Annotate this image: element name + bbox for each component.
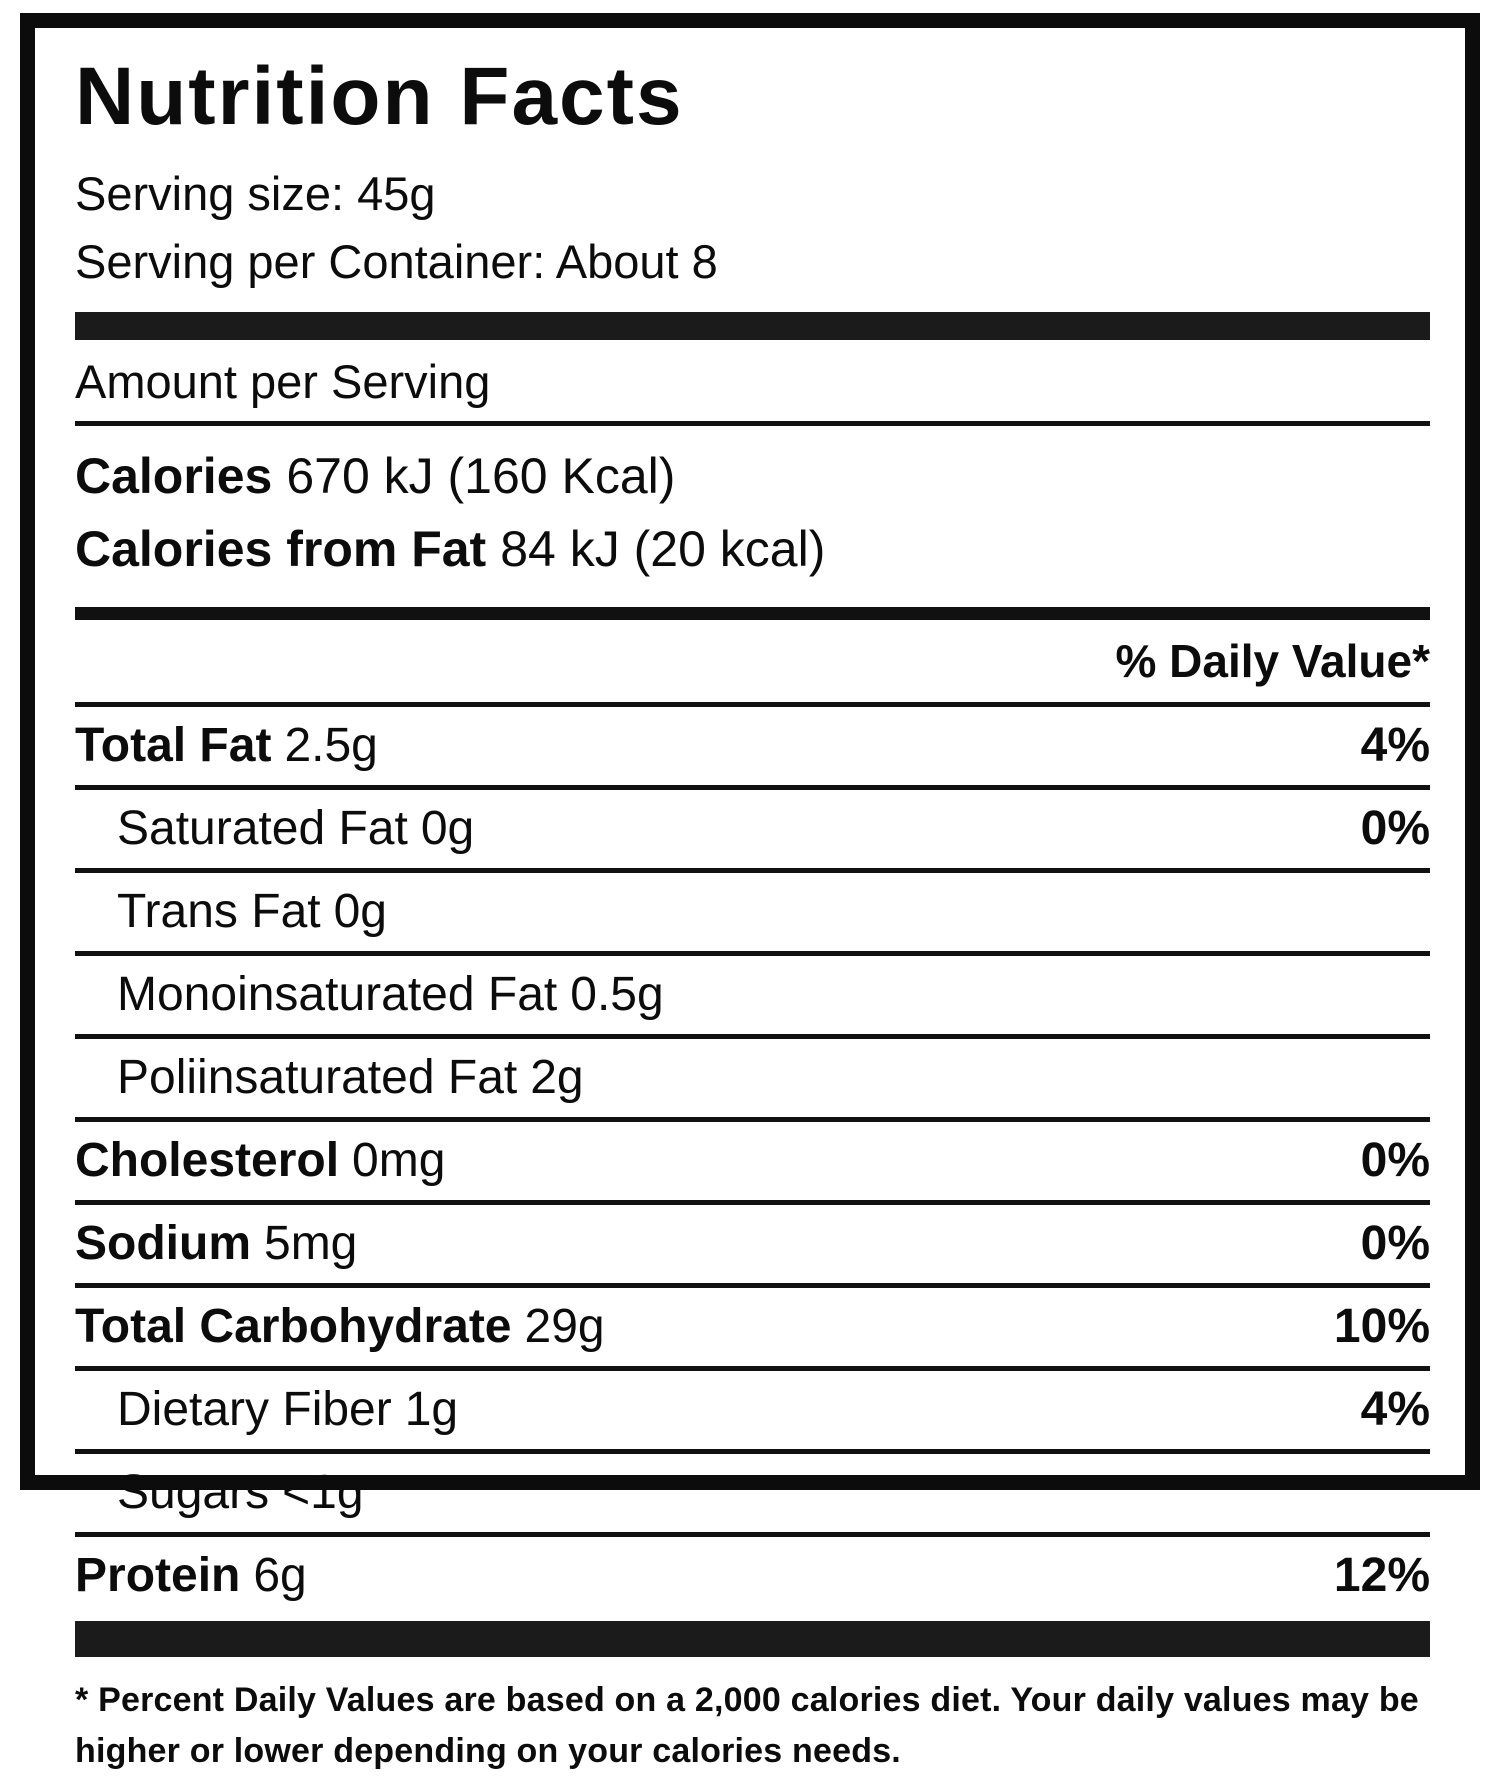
label-title: Nutrition Facts bbox=[75, 51, 684, 142]
calories-label: Calories bbox=[75, 448, 273, 505]
nutrient-amount: 0g bbox=[333, 885, 387, 939]
nutrient-daily-value: 10% bbox=[1333, 1300, 1430, 1354]
calories-section bbox=[75, 426, 1430, 603]
nutrient-name-and-amount bbox=[117, 1050, 584, 1105]
nutrient-label: Dietary Fiber bbox=[117, 1383, 392, 1437]
nutrient-name-and-amount bbox=[117, 884, 387, 939]
servings-per-container: Serving per Container: About 8 bbox=[75, 235, 718, 289]
nutrient-amount: 0.5g bbox=[570, 968, 664, 1022]
nutrient-daily-value: 4% bbox=[1360, 719, 1430, 773]
daily-value-header: % Daily Value* bbox=[75, 620, 1430, 707]
calories-line bbox=[75, 440, 1430, 513]
nutrient-name-and-amount bbox=[75, 1133, 445, 1188]
nutrient-name-and-amount bbox=[117, 1382, 458, 1437]
nutrient-label: Protein bbox=[75, 1549, 241, 1603]
calories-from-fat-label: Calories from Fat bbox=[75, 520, 487, 577]
nutrient-row bbox=[75, 1288, 1430, 1371]
nutrient-amount: 0g bbox=[420, 802, 475, 856]
nutrient-label: Total Carbohydrate bbox=[75, 1300, 512, 1354]
nutrient-name-and-amount bbox=[75, 1548, 307, 1603]
separator-bar-mid bbox=[75, 607, 1430, 620]
separator-bar-bottom bbox=[75, 1621, 1430, 1657]
nutrient-amount: 2.5g bbox=[284, 719, 378, 773]
nutrient-daily-value: 0% bbox=[1360, 802, 1430, 856]
nutrient-row bbox=[75, 1205, 1430, 1288]
footnote: * Percent Daily Values are based on a 2,000 calories diet. Your daily values may be higher or lower depending on your calories needs. bbox=[75, 1681, 1419, 1771]
nutrient-amount: 29g bbox=[524, 1300, 605, 1354]
nutrient-row bbox=[75, 873, 1430, 956]
nutrient-row bbox=[75, 956, 1430, 1039]
nutrient-amount: 0mg bbox=[352, 1134, 446, 1188]
nutrient-label: Sugars bbox=[117, 1466, 270, 1520]
calories-value: 670 kJ (160 Kcal) bbox=[286, 448, 676, 505]
amount-per-serving-heading: Amount per Serving bbox=[75, 348, 1430, 426]
nutrient-label: Saturated Fat bbox=[117, 802, 408, 856]
nutrient-label: Trans Fat bbox=[117, 885, 321, 939]
nutrient-row bbox=[75, 1371, 1430, 1454]
nutrient-name-and-amount bbox=[117, 1465, 364, 1520]
nutrient-row bbox=[75, 1454, 1430, 1537]
nutrient-daily-value: 4% bbox=[1360, 1383, 1430, 1437]
calories-from-fat-value: 84 kJ (20 kcal) bbox=[500, 520, 826, 577]
nutrient-label: Monoinsaturated Fat bbox=[117, 968, 558, 1022]
separator-bar-top bbox=[75, 312, 1430, 340]
nutrient-label: Cholesterol bbox=[75, 1134, 340, 1188]
nutrient-name-and-amount bbox=[75, 1299, 605, 1354]
nutrient-amount: 6g bbox=[253, 1549, 307, 1603]
nutrient-row bbox=[75, 1537, 1430, 1615]
nutrient-amount: <1g bbox=[282, 1466, 364, 1520]
nutrient-daily-value: 0% bbox=[1360, 1217, 1430, 1271]
nutrient-label: Poliinsaturated Fat bbox=[117, 1051, 518, 1105]
nutrient-label: Sodium bbox=[75, 1217, 251, 1271]
nutrient-row bbox=[75, 790, 1430, 873]
nutrient-label: Total Fat bbox=[75, 719, 272, 773]
calories-from-fat-line bbox=[75, 513, 1430, 586]
nutrient-daily-value: 12% bbox=[1333, 1549, 1430, 1603]
nutrient-name-and-amount bbox=[117, 801, 474, 856]
nutrient-amount: 1g bbox=[404, 1383, 459, 1437]
nutrient-amount: 2g bbox=[530, 1051, 584, 1105]
nutrient-name-and-amount bbox=[117, 967, 664, 1022]
nutrition-facts-label bbox=[20, 13, 1480, 1771]
serving-size: Serving size: 45g bbox=[75, 167, 436, 220]
nutrient-name-and-amount bbox=[75, 718, 378, 773]
nutrient-row bbox=[75, 707, 1430, 790]
nutrient-row bbox=[75, 1122, 1430, 1205]
nutrient-name-and-amount bbox=[75, 1216, 357, 1271]
nutrient-amount: 5mg bbox=[264, 1217, 358, 1271]
nutrient-row bbox=[75, 1039, 1430, 1122]
nutrient-daily-value: 0% bbox=[1360, 1134, 1430, 1188]
nutrient-rows bbox=[75, 707, 1430, 1615]
